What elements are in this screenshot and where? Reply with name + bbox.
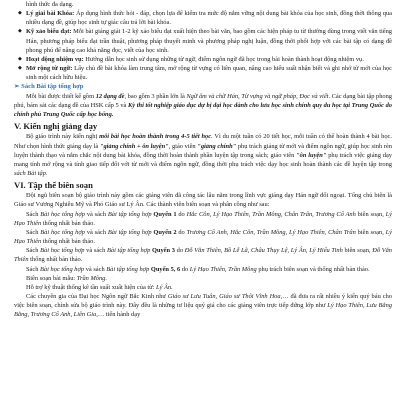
text: Bài tập tổng hợp xyxy=(107,210,152,218)
bullet-item-mo-rong-tu-ngu xyxy=(14,64,392,82)
text: Đỗ Văn Thiên xyxy=(14,247,393,264)
text: . Các dạng bài tập phong phú, bám sát các dạng đề của HSK cấp 5 và xyxy=(14,93,392,110)
text: Quyển 5, 6 xyxy=(149,265,181,273)
text: , bao gồm 3 phần lớn là xyxy=(124,93,187,100)
text: thống nhất bản thảo. xyxy=(28,256,83,264)
text: biên soạn, xyxy=(355,228,386,236)
bullet-text: Áp dụng hình thức hỏi - đáp, chọn lựa để kiểm tra mức độ nắm vững nội dung bài khóa của học sinh, đồng thời thông qua nhiều dạng đề, giúp học sinh tự giác câu trả lời bài khóa. xyxy=(26,10,392,27)
text: Bài tập tổng hợp xyxy=(107,228,152,236)
text: Kỳ thi tốt nghiệp giáo dục dự bị đại học dành cho lưu học sinh chính quy du học tại Trung Quốc do chính phủ Trung Quốc cấp học bổng. xyxy=(14,102,392,119)
text: Sách xyxy=(26,228,41,236)
text: và sách xyxy=(85,210,108,218)
text: do xyxy=(174,247,185,255)
text: Biên soạn bài mẫu: xyxy=(26,274,77,282)
text: biên soạn, xyxy=(342,247,373,255)
text: Mỗi bài được thiết kế gồm xyxy=(26,93,96,100)
text: Bộ giáo trình này kiến nghị xyxy=(26,133,100,141)
paragraph-ho-tro xyxy=(14,283,392,292)
text: … tiến hành dạy xyxy=(97,311,141,319)
text: Lý Ân. xyxy=(156,283,173,291)
section-heading-tap-the: VI. Tập thể biên soạn xyxy=(14,180,93,191)
text-line xyxy=(14,0,392,9)
text: Trần Mông. xyxy=(76,274,107,282)
text: do xyxy=(176,228,187,236)
text: "giảng chính + ôn luyện" xyxy=(99,142,169,150)
paragraph-quyen-2 xyxy=(14,228,392,246)
text: Bài học tổng hợp xyxy=(40,228,85,236)
bullet-item-ky-xao-bieu-dat xyxy=(14,27,392,54)
text: , giáo viên xyxy=(168,142,198,150)
text: Sách xyxy=(26,210,41,218)
text: Bài tập tổng hợp xyxy=(106,247,151,255)
text: Quyển 2 xyxy=(151,228,177,236)
text: Sách xyxy=(26,265,41,273)
text: "ôn luyện" xyxy=(296,151,327,159)
text: Bài học tổng hợp xyxy=(40,247,85,255)
text: do xyxy=(180,265,190,273)
paragraph-quyen-3 xyxy=(14,246,392,264)
text: Bài tập tổng hợp xyxy=(106,265,150,273)
paragraph-bai-tap xyxy=(14,92,392,119)
text: mỗi bài học hoàn thành trong 4-5 tiết học xyxy=(99,133,212,141)
text: Đội ngũ biên soạn bộ giáo trình này gồm các giảng viên đã công tác lâu năm trong lĩnh vực giảng dạy Hán ngữ đối ngoại. Tổng chủ biên là Giáo sư Vương Nghiêu Mỹ và Phó Giáo sư Lý Ân. Các thành viên biên soạn và phân công như sau: xyxy=(14,192,392,209)
text: Lý Hạo Thiên xyxy=(14,228,393,246)
bullet-item-hoat-dong-nhiem-vu xyxy=(14,55,392,64)
paragraph-tap-the xyxy=(14,191,392,209)
text: Ngữ âm và chữ Hán, Từ vựng và ngữ pháp, Đọc và viết xyxy=(186,93,329,100)
paragraph-bai-mau xyxy=(14,274,392,283)
text: Quyển 3 xyxy=(150,247,175,255)
text: thống nhất bản thảo. xyxy=(41,238,95,246)
text: do xyxy=(176,210,187,218)
text: hình thức đa dạng. xyxy=(26,1,74,8)
text: Lý Hạo Thiên, Lưu Bằng Bằng, Trương Cổ Anh, Liên Gia, xyxy=(14,302,393,319)
text: 12 dạng đề xyxy=(95,93,125,100)
text: Lý Hạo Thiên xyxy=(14,210,393,227)
text: biên soạn, xyxy=(355,210,386,218)
bullet-text: Hướng dẫn học sinh sử dụng những từ ngữ, điểm ngôn ngữ đã học trong bài hoàn thành hoạt động nhiệm vụ. xyxy=(83,55,364,63)
bullet-text: Mỗi bài giảng giải 1-2 kỹ xảo biểu đạt xuất hiện theo bài văn, bao gồm các hiện pháp tu từ thường dùng trong viết văn tiếng Hán, phương pháp biểu đạt trần thuật, phương pháp thuyết minh và phương pháp nghị luận, đồng thời phối hợp với các bài tập có dạng đề phong phú để nâng cao khả năng đọc, viết của học sinh. xyxy=(26,28,392,54)
text: Bài học tổng hợp xyxy=(40,265,85,273)
text: Hắc Côn, Lý Hạo Thiên, Trần Mông, Chân Trân, Trương Cổ Anh xyxy=(186,210,356,218)
paragraph-quyen-5-6 xyxy=(14,265,392,274)
text: Giáo sư Lưu Tuân, Giáo sư Thôi Vĩnh Hoa, xyxy=(167,292,283,300)
text: và sách xyxy=(85,228,108,236)
text: Các chuyên gia của Đại học Ngôn ngữ Bắc Kinh như xyxy=(26,292,168,300)
text: thống nhất bản thảo. xyxy=(41,219,95,227)
bullet-item-ly-giai-bai-khoa xyxy=(14,9,392,27)
text: Sách xyxy=(26,247,41,255)
text: sách Bài tập. xyxy=(14,170,48,178)
text: và sách xyxy=(84,265,107,273)
text: phụ trách giảng từ mới và điểm ngôn ngữ, giúp học sinh rèn luyện thành thạo và nắm chắc nội dung bài khóa, đồng thời hoàn thành phần luyện tập trong sách; giáo viên xyxy=(14,142,392,159)
text: Hỗ trợ kỹ thuật thống kê tần suất xuất hiện của từ: xyxy=(26,283,157,291)
text: . Vì du một tuần có 20 tiết học, mỗi tuần có thể hoàn thành 4 bài học. Như chọn hình thức giảng dạy là xyxy=(14,133,392,150)
bullet-label: Mở rộng từ ngữ: xyxy=(26,65,73,73)
subheading-sach-bai-tap: ➢ Sách Bài tập tổng hợp xyxy=(14,83,84,91)
bullet-label: Hoạt động nhiệm vụ: xyxy=(26,55,84,63)
text: phụ trách việc giảng dạy mang tính mở rộng và tính giao tiếp đối với từ mới và điểm ngôn ngữ, đồng thời phụ trách việc dạy học sinh hoàn thành các đề luyện tập trong xyxy=(14,151,392,168)
text: "giảng chính" xyxy=(197,142,237,150)
text: Bài học tổng hợp xyxy=(40,210,85,218)
text: Đỗ Văn Thiên, Bồ Lễ Lã, Châu Thụy Lệ, Lý Ân, Lý Hiểu Tinh xyxy=(184,247,343,255)
text: phụ trách biên soạn và thống nhất bản thảo. xyxy=(256,265,370,273)
text: Quyển 1 xyxy=(151,210,177,218)
section-heading-kien-nghi: V. Kiến nghị giảng dạy xyxy=(14,121,98,132)
bullet-label: Kỹ xảo biểu đạt: xyxy=(26,28,72,36)
text: … đã đưa ra rất nhiều ý kiến quý báu cho việc biên soạn, chỉnh sửa bộ giáo trình này. Đây đều là những tư liệu quý giá cho các giảng viên trực tiếp đứng lớp như xyxy=(14,292,392,310)
bullet-label: Lý giải bài Khóa: xyxy=(26,10,75,18)
paragraph-quyen-1 xyxy=(14,210,392,228)
text: Trương Cổ Anh, Hắc Côn, Trần Mông, Lý Hạo Thiên, Chân Trân xyxy=(186,228,356,236)
paragraph-chuyen-gia xyxy=(14,292,392,319)
paragraph-kien-nghi xyxy=(14,132,392,178)
bullet-text: Lấy chủ đề bài khóa làm trung tâm, mở rộng từ vựng có liên quan, nâng cao hiểu suất nhận biết và ghi nhớ từ mới của học sinh một cách hữu hiệu. xyxy=(26,65,393,82)
text: và sách xyxy=(84,247,107,255)
text: Lý Hạo Thiên, Trần Mông xyxy=(189,265,257,273)
